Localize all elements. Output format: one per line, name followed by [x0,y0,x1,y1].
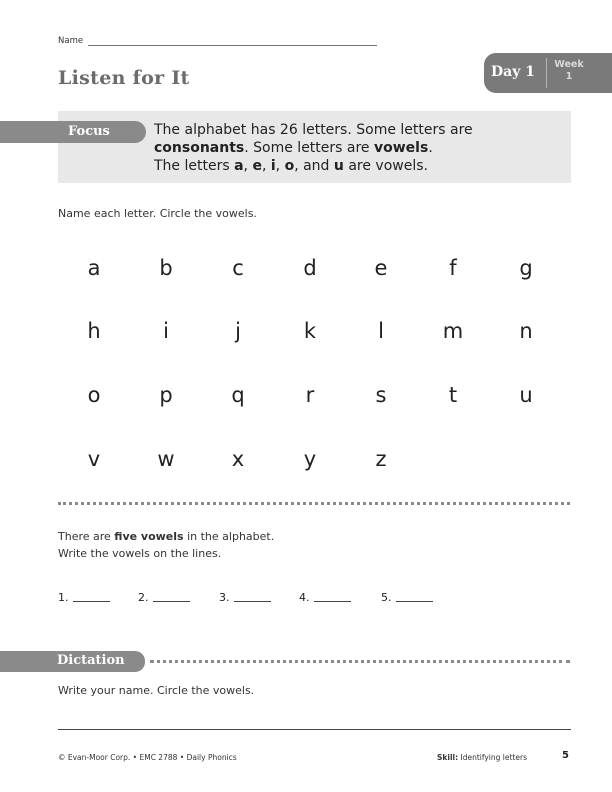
footer-skill-label: Skill: [437,753,459,762]
letter-n[interactable]: n [519,319,533,343]
blank-number: 2. [138,591,149,604]
focus-vowel-u: u [333,158,344,174]
focus-sep: , and [294,158,334,174]
name-label: Name [58,36,84,46]
focus-line-2-end: . [428,140,433,156]
day-label: Day 1 [491,64,535,80]
week-number: 1 [565,71,573,82]
letter-o[interactable]: o [87,383,101,407]
dotted-separator [150,660,570,663]
vowel-blank-line[interactable] [73,601,110,602]
page-title: Listen for It [58,67,190,89]
letter-w[interactable]: w [157,447,175,471]
letter-f[interactable]: f [449,256,457,280]
dictation-instruction: Write your name. Circle the vowels. [58,684,255,697]
vowel-blank-line[interactable] [234,601,271,602]
focus-vowel-i: i [270,158,276,174]
letter-u[interactable]: u [519,383,533,407]
name-write-line[interactable] [88,45,377,46]
letter-y[interactable]: y [303,447,317,471]
letter-z[interactable]: z [375,447,387,471]
letter-x[interactable]: x [231,447,245,471]
letter-g[interactable]: g [519,256,533,280]
dotted-separator [58,502,570,505]
blank-number: 5. [381,591,392,604]
letter-t[interactable]: t [448,383,458,407]
blank-number: 4. [299,591,310,604]
focus-line-3-end: are vowels. [343,158,428,174]
focus-line-3-start: The letters [154,158,235,174]
vowel-blank-line[interactable] [314,601,351,602]
letter-a[interactable]: a [87,256,101,280]
week-label: Week [554,59,584,70]
focus-line-2 [154,139,473,157]
vowel-blank-line[interactable] [396,601,433,602]
letter-q[interactable]: q [231,383,245,407]
letter-e[interactable]: e [374,256,388,280]
letter-j[interactable]: j [235,319,241,343]
letter-d[interactable]: d [303,256,317,280]
focus-line-1: The alphabet has 26 letters. Some letters are [154,122,473,138]
five-vowels-term: five vowels [114,530,184,543]
dictation-label: Dictation [57,653,125,668]
focus-vowel-a: a [234,158,244,174]
focus-sep: , [275,158,285,174]
dictation-write-line[interactable] [58,729,571,730]
vowels-instruction: Write the vowels on the lines. [58,547,222,560]
letter-k[interactable]: k [303,319,317,343]
letter-i[interactable]: i [163,319,169,343]
focus-line-2-mid: . Some letters are [244,140,374,156]
letter-v[interactable]: v [87,447,101,471]
letters-instruction: Name each letter. Circle the vowels. [58,207,257,220]
vowels-statement [58,530,274,543]
focus-sep: , [243,158,253,174]
vowels-statement-start: There are [58,530,115,543]
page-number: 5 [562,750,569,761]
letter-s[interactable]: s [375,383,387,407]
letter-b[interactable]: b [159,256,173,280]
focus-line-3 [154,157,473,175]
focus-vowels-term: vowels [374,140,429,156]
letter-m[interactable]: m [442,319,464,343]
blank-number: 3. [219,591,230,604]
vowel-blank-line[interactable] [153,601,190,602]
letter-l[interactable]: l [378,319,384,343]
blank-number: 1. [58,591,69,604]
day-week-divider [546,58,547,88]
focus-vowel-o: o [284,158,295,174]
letter-h[interactable]: h [87,319,101,343]
letter-r[interactable]: r [305,383,315,407]
letter-c[interactable]: c [232,256,244,280]
vowels-statement-end: in the alphabet. [183,530,275,543]
focus-text [154,121,473,175]
letter-p[interactable]: p [159,383,173,407]
focus-consonants-term: consonants [154,140,245,156]
focus-label: Focus [68,124,110,139]
footer-skill-value: Identifying letters [458,753,527,762]
focus-sep: , [261,158,271,174]
focus-vowel-e: e [252,158,262,174]
footer-copyright: © Evan-Moor Corp. • EMC 2788 • Daily Phonics [58,753,237,762]
footer-skill [437,753,527,762]
